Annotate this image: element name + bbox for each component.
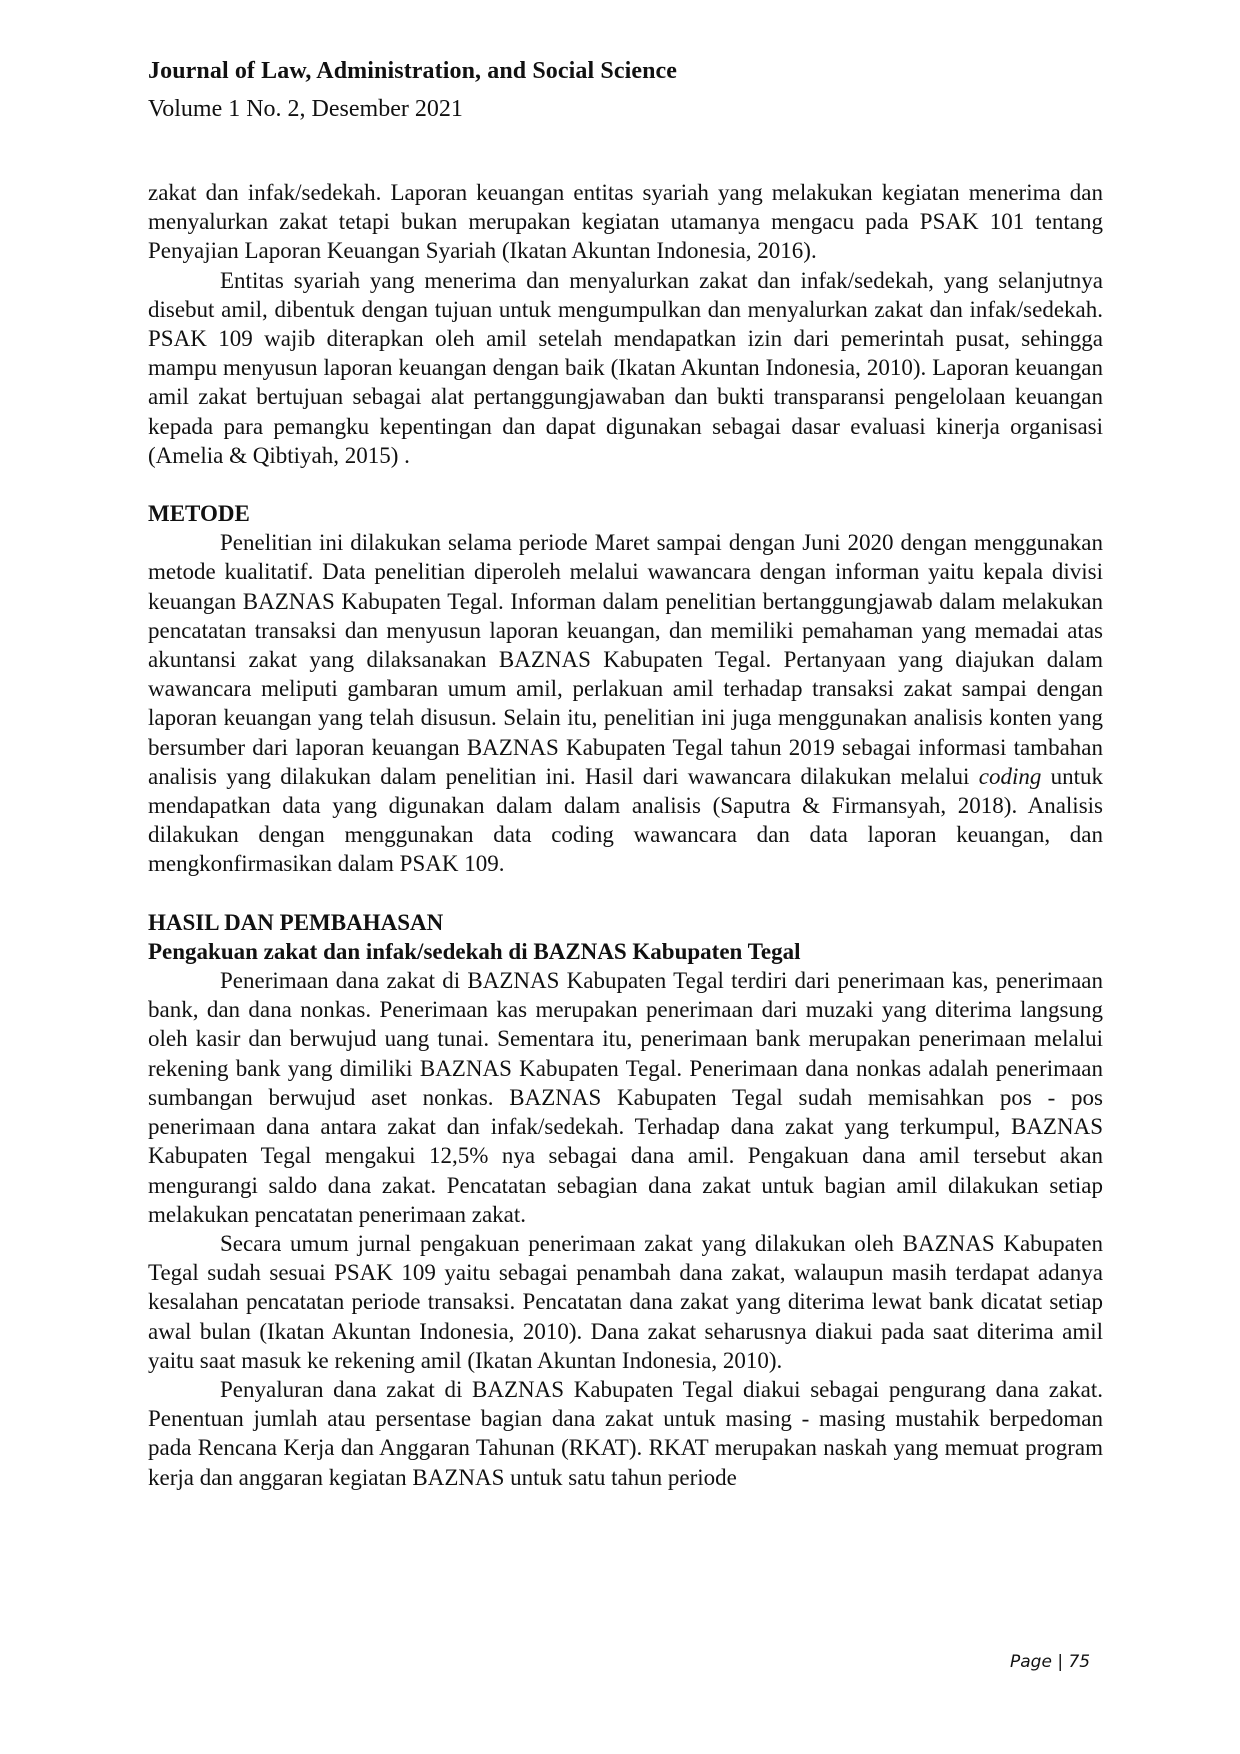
metode-text-b: untuk mendapatkan data yang digunakan dalam dalam analisis (Saputra & Firmansyah, 2018). Analisis dilakukan dengan menggunakan data coding wawancara dan data laporan keuangan, dan mengkonfirmasikan dalam PSAK 109. xyxy=(148,763,1104,877)
paragraph-metode xyxy=(148,528,1103,878)
page-number: Page | 75 xyxy=(1010,1652,1091,1672)
section-heading-metode: METODE xyxy=(148,501,250,527)
metode-text-a: Penelitian ini dilakukan selama periode Maret sampai dengan Juni 2020 dengan menggunakan metode kualitatif. Data penelitian diperoleh melalui wawancara dengan informan yaitu kepala divisi keuangan BAZNAS Kabupaten Tegal. Informan dalam penelitian bertanggungjawab dalam melakukan pencatatan transaksi dan menyusun laporan keuangan, dan memiliki pemahaman yang memadai atas akuntansi zakat yang dilaksanakan BAZNAS Kabupaten Tegal. Pertanyaan yang diajukan dalam wawancara meliputi gambaran umum amil, perlakuan amil terhadap transaksi zakat sampai dengan laporan keuangan yang telah disusun. Selain itu, penelitian ini juga menggunakan analisis konten yang bersumber dari laporan keuangan BAZNAS Kabupaten Tegal tahun 2019 sebagai informasi tambahan analisis yang dilakukan dalam penelitian ini. Hasil dari wawancara dilakukan melalui xyxy=(148,530,1103,789)
article-body xyxy=(148,178,1103,1492)
journal-title: Journal of Law, Administration, and Social Science xyxy=(148,58,678,84)
paragraph-penerimaan: Penerimaan dana zakat di BAZNAS Kabupaten Tegal terdiri dari penerimaan kas, penerimaan bank, dan dana nonkas. Penerimaan kas merupakan penerimaan dari muzaki yang diterima langsung oleh kasir dan berwujud uang tunai. Sementara itu, penerimaan bank merupakan penerimaan melalui rekening bank yang dimiliki BAZNAS Kabupaten Tegal. Penerimaan dana nonkas adalah penerimaan sumbangan berwujud aset nonkas. BAZNAS Kabupaten Tegal sudah memisahkan pos - pos penerimaan dana antara zakat dan infak/sedekah. Terhadap dana zakat yang terkumpul, BAZNAS Kabupaten Tegal mengakui 12,5% nya sebagai dana amil. Pengakuan dana amil tersebut akan mengurangi saldo dana zakat. Pencatatan sebagian dana zakat untuk bagian amil dilakukan setiap melakukan pencatatan penerimaan zakat. xyxy=(148,968,1103,1227)
subsection-heading-pengakuan: Pengakuan zakat dan infak/sedekah di BAZNAS Kabupaten Tegal xyxy=(148,938,801,964)
spacer xyxy=(148,879,1103,908)
paragraph-jurnal: Secara umum jurnal pengakuan penerimaan zakat yang dilakukan oleh BAZNAS Kabupaten Tegal sudah sesuai PSAK 109 yaitu sebagai penambah dana zakat, walaupun masih terdapat adanya kesalahan pencatatan periode transaksi. Pencatatan dana zakat yang diterima lewat bank dicatat setiap awal bulan (Ikatan Akuntan Indonesia, 2010). Dana zakat seharusnya diakui pada saat diterima amil yaitu saat masuk ke rekening amil (Ikatan Akuntan Indonesia, 2010). xyxy=(148,1230,1103,1373)
journal-volume: Volume 1 No. 2, Desember 2021 xyxy=(148,96,463,122)
section-heading-hasil: HASIL DAN PEMBAHASAN xyxy=(148,909,444,935)
paragraph-penyaluran: Penyaluran dana zakat di BAZNAS Kabupaten Tegal diakui sebagai pengurang dana zakat. Penentuan jumlah atau persentase bagian dana zakat untuk masing - masing mustahik berpedoman pada Rencana Kerja dan Anggaran Tahunan (RKAT). RKAT merupakan naskah yang memuat program kerja dan anggaran kegiatan BAZNAS untuk satu tahun periode xyxy=(148,1376,1103,1490)
metode-italic-term: coding xyxy=(978,763,1042,789)
paragraph-intro-continued: zakat dan infak/sedekah. Laporan keuangan entitas syariah yang melakukan kegiatan menerima dan menyalurkan zakat tetapi bukan merupakan kegiatan utamanya mengacu pada PSAK 101 tentang Penyajian Laporan Keuangan Syariah (Ikatan Akuntan Indonesia, 2016). xyxy=(148,180,1103,264)
paragraph-intro-amil: Entitas syariah yang menerima dan menyalurkan zakat dan infak/sedekah, yang selanjutnya disebut amil, dibentuk dengan tujuan untuk mengumpulkan dan menyalurkan zakat dan infak/sedekah. PSAK 109 wajib diterapkan oleh amil setelah mendapatkan izin dari pemerintah pusat, sehingga mampu menyusun laporan keuangan dengan baik (Ikatan Akuntan Indonesia, 2010). Laporan keuangan amil zakat bertujuan sebagai alat pertanggungjawaban dan bukti transparansi pengelolaan keuangan kepada para pemangku kepentingan dan dapat digunakan sebagai dasar evaluasi kinerja organisasi (Amelia & Qibtiyah, 2015) . xyxy=(148,267,1103,468)
spacer xyxy=(148,470,1103,499)
